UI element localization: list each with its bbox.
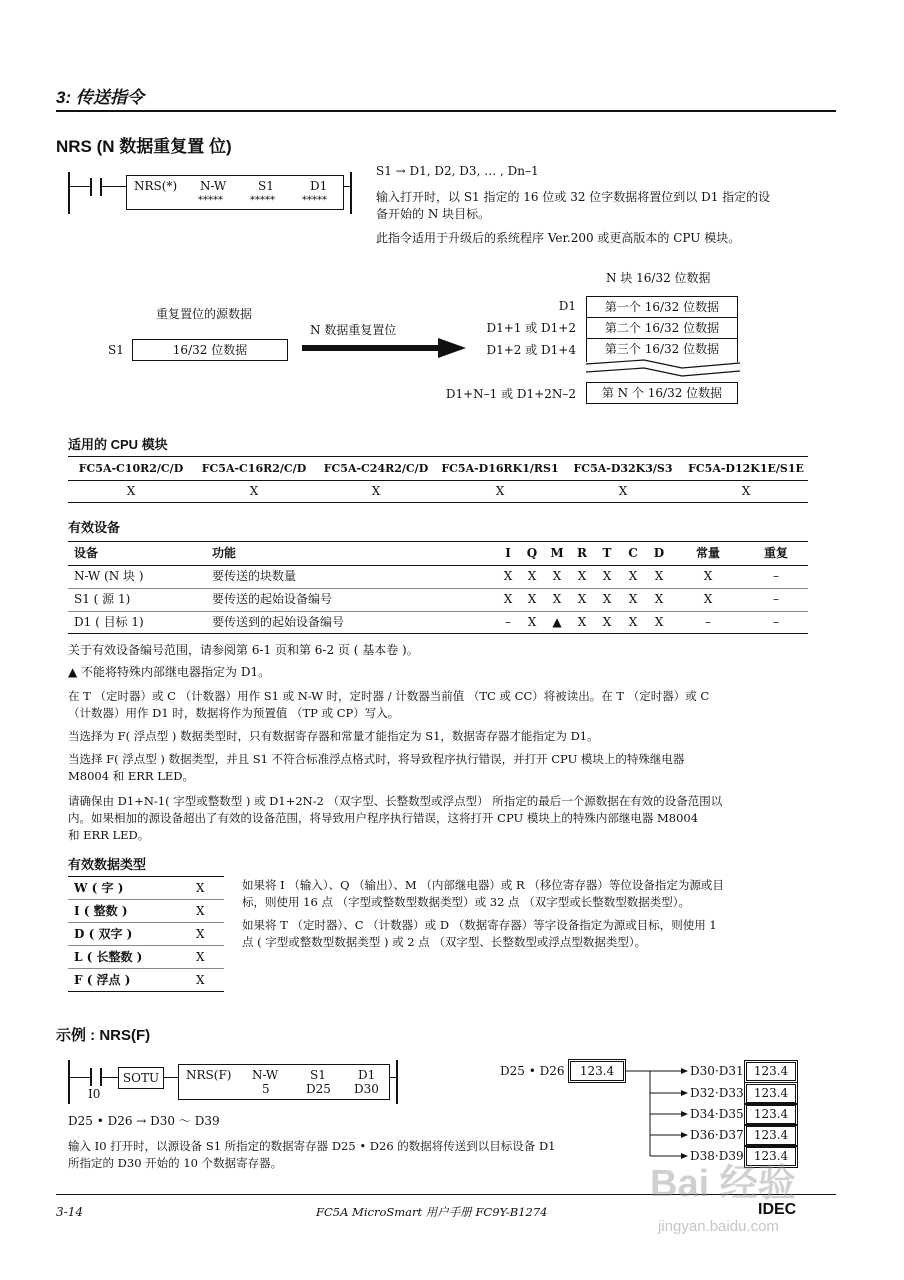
- brand-logo: IDEC: [758, 1201, 797, 1218]
- ladder-cell-s1-value: *****: [250, 195, 275, 206]
- note-3a: 在 T （定时器）或 C （计数器）用作 S1 或 N-W 时，定时器 / 计数器当前值 （TC 或 CC）将被读出。在 T （定时器）或 C: [68, 689, 710, 703]
- device-cell: –: [773, 569, 779, 583]
- device-function: 要传送到的起始设备编号: [212, 615, 345, 629]
- dest-row-label: D1+2 或 D1+4: [486, 343, 576, 357]
- devices-section-title: 有效设备: [68, 520, 121, 535]
- devices-header: 设备: [74, 546, 99, 560]
- cpu-header: FC5A-D12K1E/S1E: [688, 462, 804, 475]
- device-function: 要传送的起始设备编号: [212, 592, 333, 606]
- devices-header: C: [628, 546, 638, 560]
- device-cell: X: [602, 569, 612, 583]
- datatypes-title: 有效数据类型: [68, 857, 147, 872]
- ladder-cell-d1-value: *****: [302, 195, 327, 206]
- chapter-title: 3: 传送指令: [56, 88, 144, 107]
- device-cell: X: [628, 615, 638, 629]
- arrow-right-icon: [302, 336, 468, 360]
- example-target-value: 123.4: [746, 1147, 796, 1166]
- device-cell: X: [527, 615, 537, 629]
- header-rule: [56, 110, 836, 112]
- device-cell: X: [577, 592, 587, 606]
- device-cell: X: [602, 592, 612, 606]
- devices-header: Q: [526, 546, 538, 560]
- example-cell-nw-value: 5: [262, 1082, 270, 1096]
- example-target-label: D32·D33: [690, 1086, 744, 1100]
- datatype-name: D ( 双字 ): [74, 927, 133, 941]
- device-cell: X: [703, 592, 713, 606]
- ladder-cell-nw-value: *****: [198, 195, 223, 206]
- datatype-value: X: [196, 904, 205, 918]
- device-cell: X: [654, 615, 664, 629]
- devices-header: T: [602, 546, 612, 560]
- sotu-block: SOTU: [118, 1067, 164, 1089]
- example-cell-op: NRS(F): [186, 1068, 232, 1082]
- watermark-url: jingyan.baidu.com: [658, 1218, 779, 1235]
- note-5a: 当选择 F( 浮点型 ) 数据类型，并且 S1 不符合标准浮点格式时，将导致程序执行错误，并打开 CPU 模块上的特殊继电器: [68, 752, 685, 766]
- device-cell: X: [654, 592, 664, 606]
- example-target-value: 123.4: [746, 1105, 796, 1124]
- description-line1: 输入打开时，以 S1 指定的 16 位或 32 位字数据将置位到以 D1 指定的设: [376, 190, 771, 204]
- cpu-header: FC5A-C16R2/C/D: [201, 462, 307, 475]
- dest-row-box: 第 N 个 16/32 位数据: [586, 382, 738, 404]
- manual-title: FC5A MicroSmart 用户手册 FC9Y-B1274: [316, 1205, 548, 1219]
- dest-row-label: D1: [558, 299, 576, 313]
- example-cell-s1-value: D25: [306, 1082, 331, 1096]
- devices-header: M: [550, 546, 564, 560]
- dest-row-box: 第三个 16/32 位数据: [586, 338, 738, 362]
- note-2: ▲ 不能将特殊内部继电器指定为 D1。: [68, 665, 271, 679]
- dest-row-label: D1+1 或 D1+2: [486, 321, 576, 335]
- devices-header: D: [653, 546, 665, 560]
- dest-row-box: 第二个 16/32 位数据: [586, 317, 738, 339]
- device-cell: X: [628, 592, 638, 606]
- device-cell: X: [503, 592, 513, 606]
- cpu-header: FC5A-C10R2/C/D: [78, 462, 184, 475]
- break-mark: [584, 358, 742, 384]
- device-cell: X: [602, 615, 612, 629]
- cpu-header: FC5A-D16RK1/RS1: [441, 462, 559, 475]
- devices-header: 功能: [212, 546, 237, 560]
- devices-header: 常量: [695, 546, 720, 560]
- note-6b: 内。如果相加的源设备超出了有效的设备范围，将导致用户程序执行错误，这将打开 CPU 模块上的特殊内部继电器 M8004: [68, 811, 699, 825]
- device-cell: X: [527, 592, 537, 606]
- example-source-value: 123.4: [570, 1061, 624, 1081]
- datatype-value: X: [196, 950, 205, 964]
- cpu-header: FC5A-C24R2/C/D: [323, 462, 429, 475]
- device-cell: –: [505, 615, 511, 629]
- section-title: NRS (N 数据重复置 位): [56, 137, 232, 156]
- datatype-value: X: [196, 973, 205, 987]
- device-cell: X: [628, 569, 638, 583]
- source-box: 16/32 位数据: [132, 339, 288, 361]
- example-target-label: D38·D39: [690, 1149, 744, 1163]
- description-line3: 此指令适用于升级后的系统程序 Ver.200 或更高版本的 CPU 模块。: [376, 231, 741, 245]
- device-cell: X: [703, 569, 713, 583]
- datatype-value: X: [196, 927, 205, 941]
- dest-row-box: 第一个 16/32 位数据: [586, 296, 738, 318]
- note-6c: 和 ERR LED。: [68, 828, 150, 842]
- example-cell-d1-value: D30: [354, 1082, 379, 1096]
- datatype-name: L ( 长整数 ): [74, 950, 143, 964]
- fanout-arrows: [626, 1062, 690, 1162]
- cpu-value: X: [495, 484, 505, 498]
- example-target-value: 123.4: [746, 1062, 796, 1081]
- datatype-value: X: [196, 881, 205, 895]
- datatypes-desc-1b: 标，则使用 16 点 （字型或整数型数据类型）或 32 点 （双字型或长整数型数据类型）。: [242, 895, 690, 909]
- datatypes-desc-2a: 如果将 T （定时器）、C （计数器）或 D （数据寄存器）等字设备指定为源或目标，则使用 1: [242, 918, 717, 932]
- device-cell: X: [577, 569, 587, 583]
- example-target-value: 123.4: [746, 1126, 796, 1145]
- example-title: 示例 : NRS(F): [56, 1027, 151, 1044]
- example-formula: D25 • D26 → D30 ～ D39: [68, 1114, 220, 1128]
- datatype-name: F ( 浮点 ): [74, 973, 131, 987]
- cpu-value: X: [249, 484, 259, 498]
- example-target-value: 123.4: [746, 1084, 796, 1103]
- devices-header: I: [505, 546, 511, 560]
- description-line2: 备开始的 N 块目标。: [376, 207, 491, 221]
- datatypes-desc-1a: 如果将 I （输入）、Q （输出）、M （内部继电器）或 R （移位寄存器）等位设备指定为源或目: [242, 878, 724, 892]
- device-cell: X: [552, 569, 562, 583]
- example-source-label: D25 • D26: [500, 1064, 565, 1078]
- ladder-cell-nw: N-W: [200, 179, 227, 193]
- source-caption: 重复置位的源数据: [156, 307, 253, 321]
- example-input-label: I0: [88, 1087, 101, 1101]
- device-function: 要传送的块数量: [212, 569, 297, 583]
- device-name: S1 ( 源 1): [74, 592, 131, 606]
- example-target-label: D36·D37: [690, 1128, 744, 1142]
- description-formula: S1 → D1, D2, D3, … , Dn–1: [376, 164, 539, 178]
- note-4: 当选择为 F( 浮点型 ) 数据类型时，只有数据寄存器和常量才能指定为 S1，数据寄存器才能指定为 D1。: [68, 729, 599, 743]
- source-label: S1: [108, 343, 124, 357]
- arrow-label: N 数据重复置位: [310, 323, 397, 337]
- datatype-name: I ( 整数 ): [74, 904, 128, 918]
- device-cell: ▲: [552, 615, 562, 629]
- device-cell: –: [773, 615, 779, 629]
- device-name: D1 ( 目标 1): [74, 615, 144, 629]
- device-cell: X: [577, 615, 587, 629]
- devices-header: R: [577, 546, 587, 560]
- example-desc-1: 输入 I0 打开时，以源设备 S1 所指定的数据寄存器 D25 • D26 的数据将传送到以目标设备 D1: [68, 1139, 556, 1153]
- example-desc-2: 所指定的 D30 开始的 10 个数据寄存器。: [68, 1156, 283, 1170]
- example-target-label: D30·D31: [690, 1064, 744, 1078]
- ladder-cell-s1: S1: [258, 179, 274, 193]
- watermark-logo: Bai 经验: [650, 1163, 796, 1205]
- example-cell-s1: S1: [310, 1068, 326, 1082]
- datatype-name: W ( 字 ): [74, 881, 124, 895]
- dest-row-label: D1+N–1 或 D1+2N–2: [445, 387, 576, 401]
- cpu-value: X: [371, 484, 381, 498]
- note-6a: 请确保由 D1+N-1( 字型或整数型 ) 或 D1+2N-2 （双字型、长整数型或浮点型） 所指定的最后一个源数据在有效的设备范围以: [68, 794, 723, 808]
- note-3b: （计数器）用作 D1 时，数据将作为预置值 （TP 或 CP）写入。: [68, 706, 400, 720]
- datatypes-desc-2b: 点 ( 字型或整数型数据类型 ) 或 2 点 （双字型、长整数型或浮点型数据类型）。: [242, 935, 647, 949]
- ladder-cell-d1: D1: [310, 179, 328, 193]
- example-cell-d1: D1: [358, 1068, 376, 1082]
- example-target-label: D34·D35: [690, 1107, 744, 1121]
- device-cell: X: [527, 569, 537, 583]
- ladder-cell-op: NRS(*): [134, 179, 178, 193]
- cpu-value: X: [126, 484, 136, 498]
- device-cell: –: [705, 615, 711, 629]
- cpu-value: X: [741, 484, 751, 498]
- device-cell: –: [773, 592, 779, 606]
- cpu-value: X: [618, 484, 628, 498]
- note-1: 关于有效设备编号范围，请参阅第 6-1 页和第 6-2 页 ( 基本卷 )。: [68, 643, 419, 657]
- device-cell: X: [552, 592, 562, 606]
- devices-header: 重复: [763, 546, 788, 560]
- cpu-header: FC5A-D32K3/S3: [573, 462, 673, 475]
- example-cell-nw: N-W: [252, 1068, 279, 1082]
- dest-caption: N 块 16/32 位数据: [606, 271, 711, 285]
- device-cell: X: [654, 569, 664, 583]
- cpu-section-title: 适用的 CPU 模块: [68, 437, 168, 452]
- page-number: 3-14: [56, 1205, 83, 1219]
- note-5b: M8004 和 ERR LED。: [68, 769, 194, 783]
- device-cell: X: [503, 569, 513, 583]
- device-name: N-W (N 块 ): [74, 569, 144, 583]
